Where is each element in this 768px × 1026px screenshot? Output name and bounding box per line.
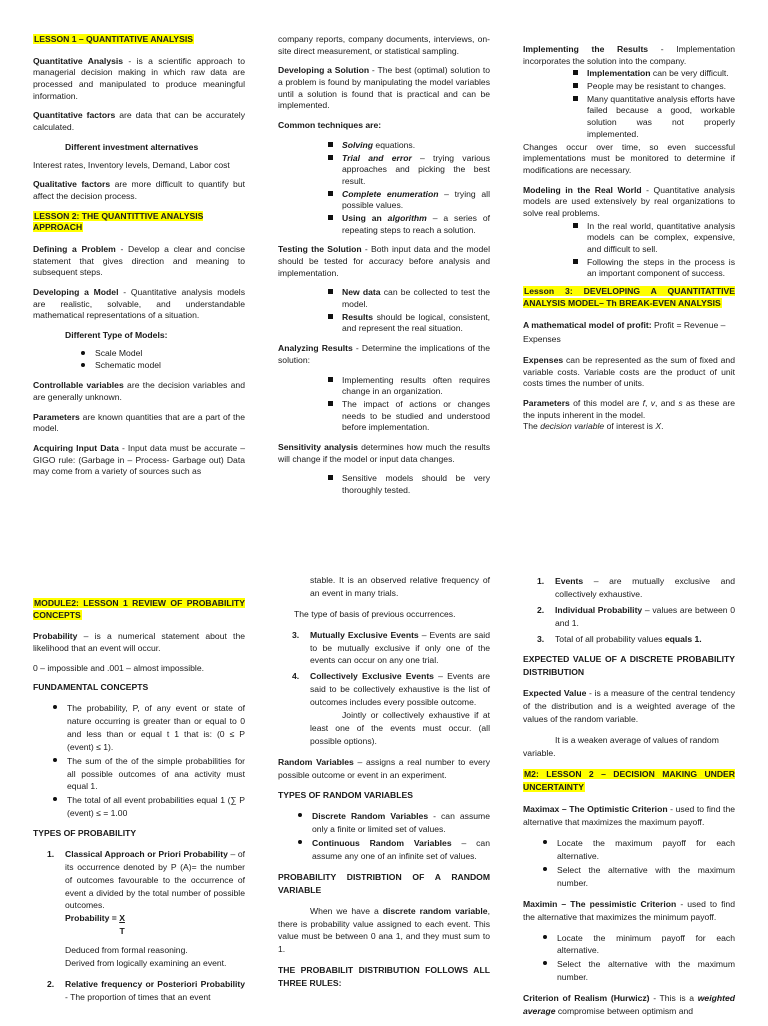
zero-paragraph: 0 – impossible and .001 – almost impossible. xyxy=(33,662,205,673)
c2-continuation: company reports, company documents, interviews, on-site direct measurement, or statistical sampling. xyxy=(278,34,490,56)
list-item: Many quantitative analysis efforts have failed because a good, workable solution was not properly implemented. xyxy=(573,94,735,141)
top-column-2 xyxy=(278,34,490,505)
list-item: Select the alternative with the maximum number. xyxy=(543,958,735,984)
list-item: Scale Model xyxy=(81,348,245,360)
techniques-list xyxy=(278,140,490,237)
techniques-title: Common techniques are: xyxy=(278,120,382,131)
bottom-column-2 xyxy=(278,574,490,998)
list-item: Implementing results often requires change in an organization. xyxy=(328,375,490,398)
weaken-paragraph: It is a weaken average of values of random variable. xyxy=(523,734,719,758)
lesson3-heading: Lesson 3: DEVELOPING A QUANTITATTIVE ANALYSIS MODEL– Th BREAK-EVEN ANALYSIS xyxy=(523,286,735,308)
list-item: Sensitive models should be very thoroughly tested. xyxy=(328,473,490,496)
investment-title: Different investment alternatives xyxy=(65,141,199,152)
real-world-list xyxy=(523,221,735,280)
list-item: 1. Events – are mutually exclusive and collectively exhaustive. xyxy=(537,576,735,599)
models-title: Different Type of Models: xyxy=(65,330,168,341)
list-item: 2. Relative frequency or Posteriori Probability - The proportion of times that an event xyxy=(47,978,245,1002)
events-list xyxy=(278,629,490,748)
expected-value-title: EXPECTED VALUE OF A DISCRETE PROBABILITY DISTRIBUTION xyxy=(523,654,735,678)
maximin-paragraph: Maximin – The pessimistic Criterion - used to find the alternative that maximizes the minimum payoff. xyxy=(523,898,735,922)
maximax-paragraph: Maximax – The Optimistic Criterion - used to find the alternative that maximizes the maximum payoff. xyxy=(523,804,736,828)
sensitivity-list xyxy=(278,473,490,496)
list-item: 3. Total of all probability values equals 1. xyxy=(537,633,702,644)
list-item: In the real world, quantitative analysis models can be complex, expensive, and difficult to sell. xyxy=(573,221,735,256)
list-item: Locate the minimum payoff for each alternative. xyxy=(543,932,735,958)
list-item: The sum of the of the simple probabilities for all possible outcomes of ana activity must equal 1. xyxy=(53,755,245,794)
list-item: Locate the maximum payoff for each alternative. xyxy=(543,837,735,863)
list-item: 3. Mutually Exclusive Events – Events are said to be mutually exclusive if only one of the events can occur on any one trial. xyxy=(292,629,490,666)
list-item: The total of all event probabilities equal 1 (∑ P (event) ≤ = 1.00 xyxy=(53,794,245,820)
list-item: 2. Individual Probability – values are between 0 and 1. xyxy=(537,604,736,628)
top-column-3 xyxy=(523,44,735,441)
cv-paragraph: Controllable variables are the decision variables and are generally unknown. xyxy=(33,380,245,402)
ev-paragraph: Expected Value - is a measure of the central tendency of the distribution and is a weighted average of the values of the random variable. xyxy=(523,688,735,725)
distribution-title: PROBABILITY DISTRIBTION OF A RANDOM VARIABLE xyxy=(278,871,490,895)
ir-paragraph: Implementing the Results - Implementation incorporates the solution into the company. xyxy=(523,44,735,66)
rv-types-list xyxy=(278,810,490,863)
changes-paragraph: Changes occur over time, so even successful implementations must be monitored to determine if modifications are necessary. xyxy=(523,141,735,175)
derived-line: Derived from logically examining an event. xyxy=(65,957,227,968)
analyzing-list xyxy=(278,375,490,434)
list-item: Using an algorithm – a series of repeating steps to reach a solution. xyxy=(328,213,490,236)
dm-paragraph: Developing a Model - Quantitative analysis models are realistic, solvable, and understandable mathematical representations of a situation. xyxy=(33,287,245,321)
models-list xyxy=(33,348,245,372)
bottom-column-3 xyxy=(523,575,735,1026)
investment-list: Interest rates, Inventory levels, Demand, Labor cost xyxy=(33,159,230,170)
maximin-list xyxy=(523,932,735,985)
c2-continuation: stable. It is an observed relative frequency of an event in many trials. xyxy=(310,575,490,598)
basis-paragraph: The type of basis of previous occurrences. xyxy=(294,608,456,619)
deduced-line: Deduced from formal reasoning. xyxy=(65,945,188,956)
rules-list xyxy=(523,575,735,645)
rv-types-title: TYPES OF RANDOM VARIABLES xyxy=(278,790,413,801)
list-item: 1. Classical Approach or Priori Probability – of its occurrence denoted by P (A)= the number of outcomes favourable to the occurrence of event a divided by the total number of possible outcomes. Probability = $\frac{X}{T}$ Deduced from formal reasoning. Derived from logically examining an event. xyxy=(47,848,245,968)
list-item: Solving equations. xyxy=(328,140,490,152)
list-item: 4. Collectively Exclusive Events – Events are said to be collectively exhaustive is the list of outcomes includes every possible outcome. Jointly or collectively exhaustive if at least one of the events must occur. (all possible options). xyxy=(292,671,490,746)
qa-paragraph: Quantitative Analysis - is a scientific approach to managerial decision making in which raw data are processed and manipulated to produce meaningful information. xyxy=(33,55,245,101)
list-item: The probability, P, of any event or state of nature occurring is greater than or equal to 0 and less than or equal t 1 that is: (0 ≤ P (event) ≤ 1). xyxy=(53,702,245,754)
list-item: Results should be logical, consistent, and represent the real situation. xyxy=(328,312,490,335)
list-item: Discrete Random Variables - can assume only a finite or limited set of values. xyxy=(298,810,490,836)
fundamental-list xyxy=(33,702,245,820)
maximax-list xyxy=(523,837,735,890)
rv-paragraph: Random Variables – assigns a real number to every possible outcome or event in an experiment. xyxy=(278,756,490,780)
rules-title: THE PROBABILIT DISTRIBUTION FOLLOWS ALL THREE RULES: xyxy=(278,965,490,989)
types-title: TYPES OF PROBABILITY xyxy=(33,828,137,839)
jointly-text: Jointly or collectively exhaustive if at least one of the events must occur. (all possible options). xyxy=(310,710,490,746)
fundamental-title: FUNDAMENTAL CONCEPTS xyxy=(33,682,149,693)
implementing-list xyxy=(523,68,735,140)
top-column-1 xyxy=(33,34,245,486)
testing-list xyxy=(278,287,490,335)
expenses-paragraph: Expenses can be represented as the sum of fixed and variable costs. Variable costs are the product of unit costs times the number of units. xyxy=(523,354,735,389)
probability-formula: Probability = $\frac{X}{T}$ xyxy=(65,913,125,937)
par-paragraph: Parameters are known quantities that are a part of the model. xyxy=(33,411,245,434)
qf-paragraph: Quantitative factors are data that can be accurately calculated. xyxy=(33,110,245,133)
list-item: Select the alternative with the maximum number. xyxy=(543,864,735,890)
module2-heading: MODULE2: LESSON 1 REVIEW OF PROBABILITY CONCEPTS xyxy=(33,598,245,620)
list-item: People may be resistant to changes. xyxy=(573,81,735,93)
ts-paragraph: Testing the Solution - Both input data and the model should be tested for accuracy before analysis and implementation. xyxy=(278,244,490,278)
list-item: Complete enumeration – trying all possible values. xyxy=(328,189,490,212)
list-item: New data can be collected to test the model. xyxy=(328,287,490,310)
distribution-paragraph: When we have a discrete random variable, there is probability value assigned to each event. This value must be between 0 ana 1, and they must sum to 1. xyxy=(278,905,490,955)
lesson1-heading: LESSON 1 – QUANTITATIVE ANALYSIS xyxy=(34,34,194,44)
aid-paragraph: Acquiring Input Data - Input data must be accurate – GIGO rule: (Garbage in – Process- Garbage out) Data may come from a variety of sources such as xyxy=(33,442,245,477)
bottom-column-1 xyxy=(33,598,245,1012)
ar-paragraph: Analyzing Results - Determine the implications of the solution: xyxy=(278,343,490,365)
ds-paragraph: Developing a Solution - The best (optimal) solution to a problem is found by manipulating the model variables until a solution is found that is practical and can be implemented. xyxy=(278,65,490,111)
list-item: Continuous Random Variables – can assume any one of an infinite set of values. xyxy=(298,837,490,863)
types-list xyxy=(33,848,245,1004)
list-item: Trial and error – trying various approaches and picking the best result. xyxy=(328,153,490,188)
list-item: The impact of actions or changes needs to be studied and understood before implementation. xyxy=(328,399,490,434)
list-item: Implementation can be very difficult. xyxy=(573,68,735,80)
probability-paragraph: Probability – is a numerical statement about the likelihood that an event will occur. xyxy=(33,631,245,654)
lesson2-heading: LESSON 2: THE QUANTITTIVE ANALYSIS APPROACH xyxy=(33,210,204,233)
m2-lesson2-heading: M2: LESSON 2 – DECISION MAKING UNDER UNCERTAINTY xyxy=(523,768,735,792)
realism-paragraph: Criterion of Realism (Hurwicz) - This is a weighted average compromise between optimism and xyxy=(523,993,735,1017)
dp-paragraph: Defining a Problem - Develop a clear and concise statement that gives direction and meaning to subsequent steps. xyxy=(33,243,246,278)
qlf-paragraph: Qualitative factors are more difficult to quantify but affect the decision process. xyxy=(33,179,245,201)
mm-paragraph: A mathematical model of profit: Profit = Revenue – Expenses xyxy=(523,320,726,345)
list-item: Following the steps in the process is an important component of success. xyxy=(573,257,735,280)
list-item: Schematic model xyxy=(81,360,245,372)
mrw-paragraph: Modeling in the Real World - Quantitative analysis models are used extensively by real organizations to solve real problems. xyxy=(523,184,735,218)
parameters-paragraph: Parameters of this model are f, v, and s as these are the inputs inherent in the model. The decision variable of interest is X. xyxy=(523,398,736,432)
sa-paragraph: Sensitivity analysis determines how much the results will change if the model or input data changes. xyxy=(278,441,490,464)
